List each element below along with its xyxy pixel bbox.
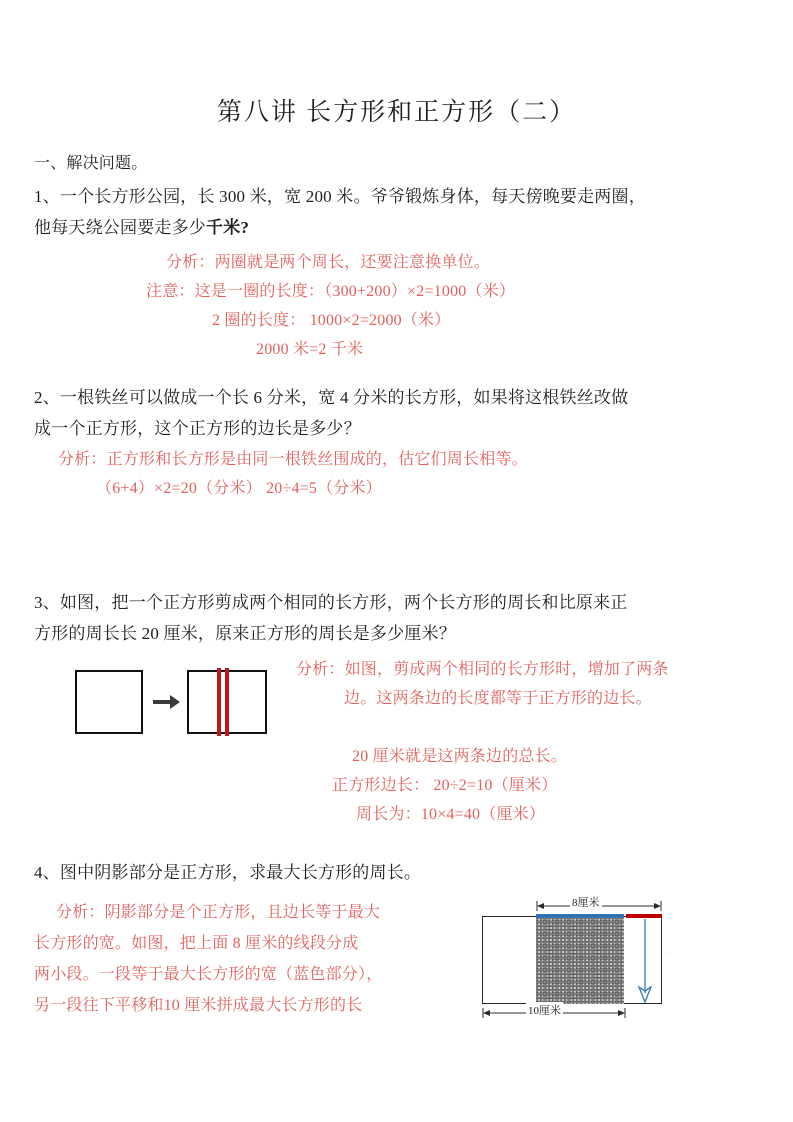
problem-1-analysis [34,248,764,364]
arrow-right-icon [153,694,181,710]
problem-2-question-line-2: 成一个正方形，这个正方形的边长是多少？ [34,419,361,438]
problem-2-analysis [34,445,764,503]
analysis-line: 2 圈的长度： 1000×2=2000（米） [212,312,451,329]
section-heading: 一、解决问题。 [34,155,148,172]
dimension-8cm [536,899,662,913]
faint-artifact: · [668,948,671,958]
label-8cm: 8厘米 [570,894,602,910]
analysis-line: 分析：如图，剪成两个相同的长方形时，增加了两条 [296,661,669,678]
problem-4-analysis [34,897,474,1021]
arrow-down-icon [638,919,652,1003]
problem-4-figure [478,893,683,1033]
analysis-line: 分析：两圈就是两个周长，还要注意换单位。 [166,254,491,271]
page-title: 第八讲 长方形和正方形（二） [216,99,577,126]
cut-edge-line-right [225,668,229,736]
analysis-line: 注意：这是一圈的长度：（300+200）×2=1000（米） [146,283,516,300]
dimension-10cm [482,1006,626,1020]
problem-2-question-line-1: 2、一根铁丝可以做成一个长 6 分米，宽 4 分米的长方形，如果将这根铁丝改做 [34,388,629,407]
problem-1-bold-unit: 千米? [206,218,250,237]
analysis-line: 分析：阴影部分是个正方形，且边长等于最大 [56,904,381,921]
problem-4-question-line-1: 4、图中阴影部分是正方形，求最大长方形的周长。 [34,863,422,882]
problem-1-question-line-1: 1、一个长方形公园，长 300 米，宽 200 米。爷爷锻炼身体，每天傍晚要走两圈， [34,187,646,206]
analysis-line: 20 厘米就是这两条边的总长。 [352,748,568,765]
label-10cm: 10厘米 [526,1002,563,1018]
problem-3-analysis-block-2 [296,742,766,829]
problem-1-question-line-2 [34,212,764,243]
analysis-line: （6+4）×2=20（分米） 20÷4=5（分米） [96,480,382,497]
problem-3-question-line-2: 方形的周长长 20 厘米，原来正方形的周长是多少厘米？ [34,624,456,643]
cut-edge-line-left [217,668,221,736]
analysis-line: 分析：正方形和长方形是由同一根铁丝围成的，估它们周长相等。 [58,451,528,468]
analysis-line: 2000 米=2 千米 [256,341,364,358]
red-segment-line [626,914,662,918]
blue-segment-line [536,914,624,918]
problem-3-question-line-1: 3、如图，把一个正方形剪成两个相同的长方形，两个长方形的周长和比原来正 [34,593,628,612]
analysis-line: 边。这两条边的长度都等于正方形的边长。 [344,690,652,707]
shaded-square-shape [536,916,624,1004]
original-square-shape [75,670,143,734]
analysis-line: 另一段往下平移和10 厘米拼成最大长方形的长 [34,997,363,1014]
analysis-line: 正方形边长： 20÷2=10（厘米） [332,777,558,794]
problem-1-question-line-2-text: 他每天绕公园要走多少 [34,218,206,237]
analysis-line: 两小段。一段等于最大长方形的宽（蓝色部分）， [34,966,383,983]
problem-3-figure [75,668,275,740]
analysis-line: 周长为：10×4=40（厘米） [356,806,546,823]
problem-3-analysis-block-1 [296,655,766,713]
analysis-line: 长方形的宽。如图，把上面 8 厘米的线段分成 [34,935,359,952]
